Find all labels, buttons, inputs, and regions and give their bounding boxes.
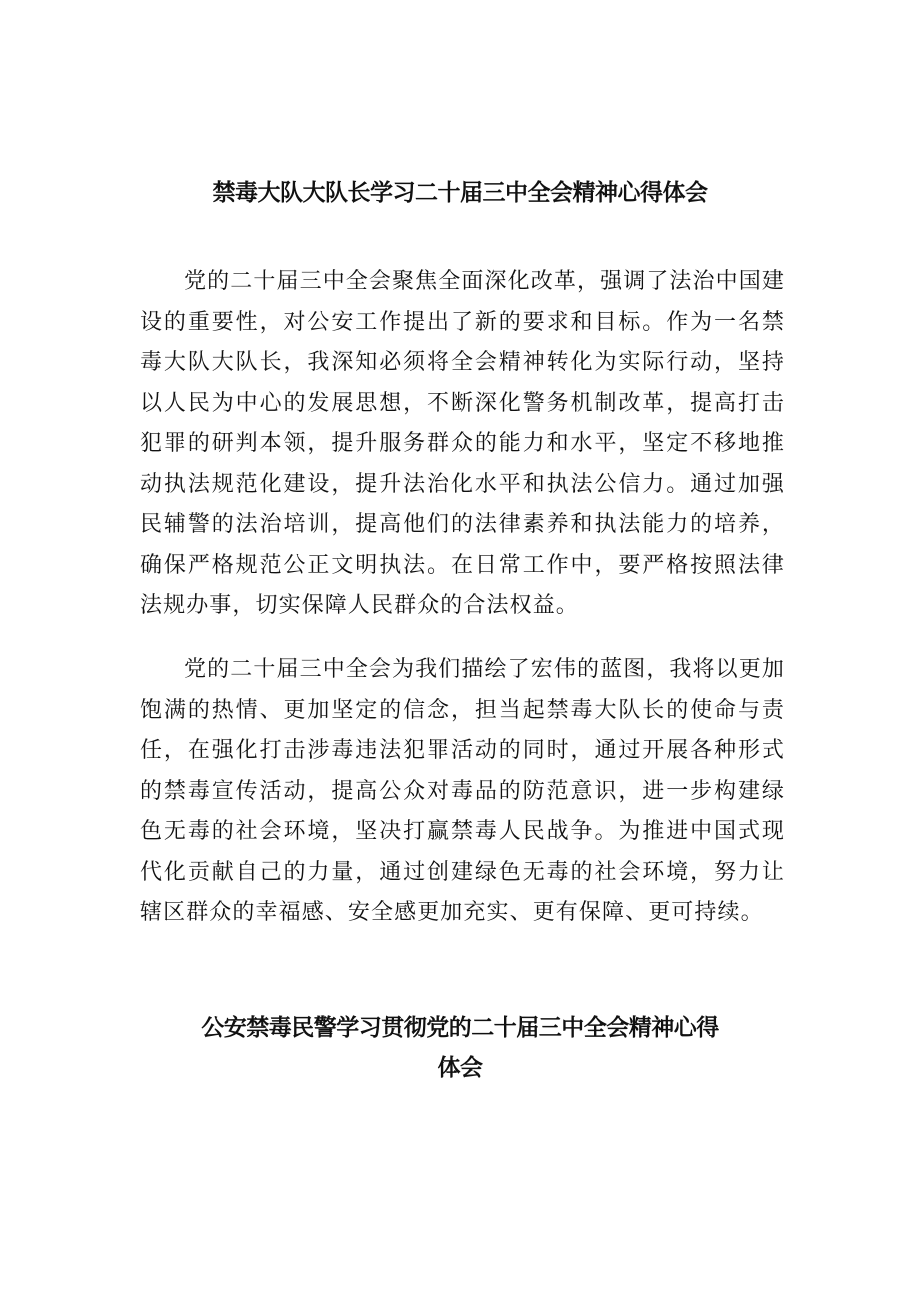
article-2-title [140, 1008, 780, 1088]
article-1-paragraph-1: 党的二十届三中全会聚焦全面深化改革，强调了法治中国建设的重要性，对公安工作提出了新的要求和目标。作为一名禁毒大队大队长，我深知必须将全会精神转化为实际行动，坚持以人民为中心的发展思想，不断深化警务机制改革，提高打击犯罪的研判本领，提升服务群众的能力和水平，坚定不移地推动执法规范化建设，提升法治化水平和执法公信力。通过加强民辅警的法治培训，提高他们的法律素养和执法能力的培养，确保严格规范公正文明执法。在日常工作中，要严格按照法律法规办事，切实保障人民群众的合法权益。 [140, 269, 785, 618]
article-2-title-line-2: 体会 [437, 1055, 483, 1081]
article-2-title-line-1: 公安禁毒民警学习贯彻党的二十届三中全会精神心得 [201, 1015, 719, 1041]
article-1-title: 禁毒大队大队长学习二十届三中全会精神心得体会 [212, 180, 708, 206]
article-1-paragraph-2: 党的二十届三中全会为我们描绘了宏伟的蓝图，我将以更加饱满的热情、更加坚定的信念，担当起禁毒大队长的使命与责任，在强化打击涉毒违法犯罪活动的同时，通过开展各种形式的禁毒宣传活动，提高公众对毒品的防范意识，进一步构建绿色无毒的社会环境，坚决打赢禁毒人民战争。为推进中国式现代化贡献自己的力量，通过创建绿色无毒的社会环境，努力让辖区群众的幸福感、安全感更加充实、更有保障、更可持续。 [140, 657, 785, 925]
